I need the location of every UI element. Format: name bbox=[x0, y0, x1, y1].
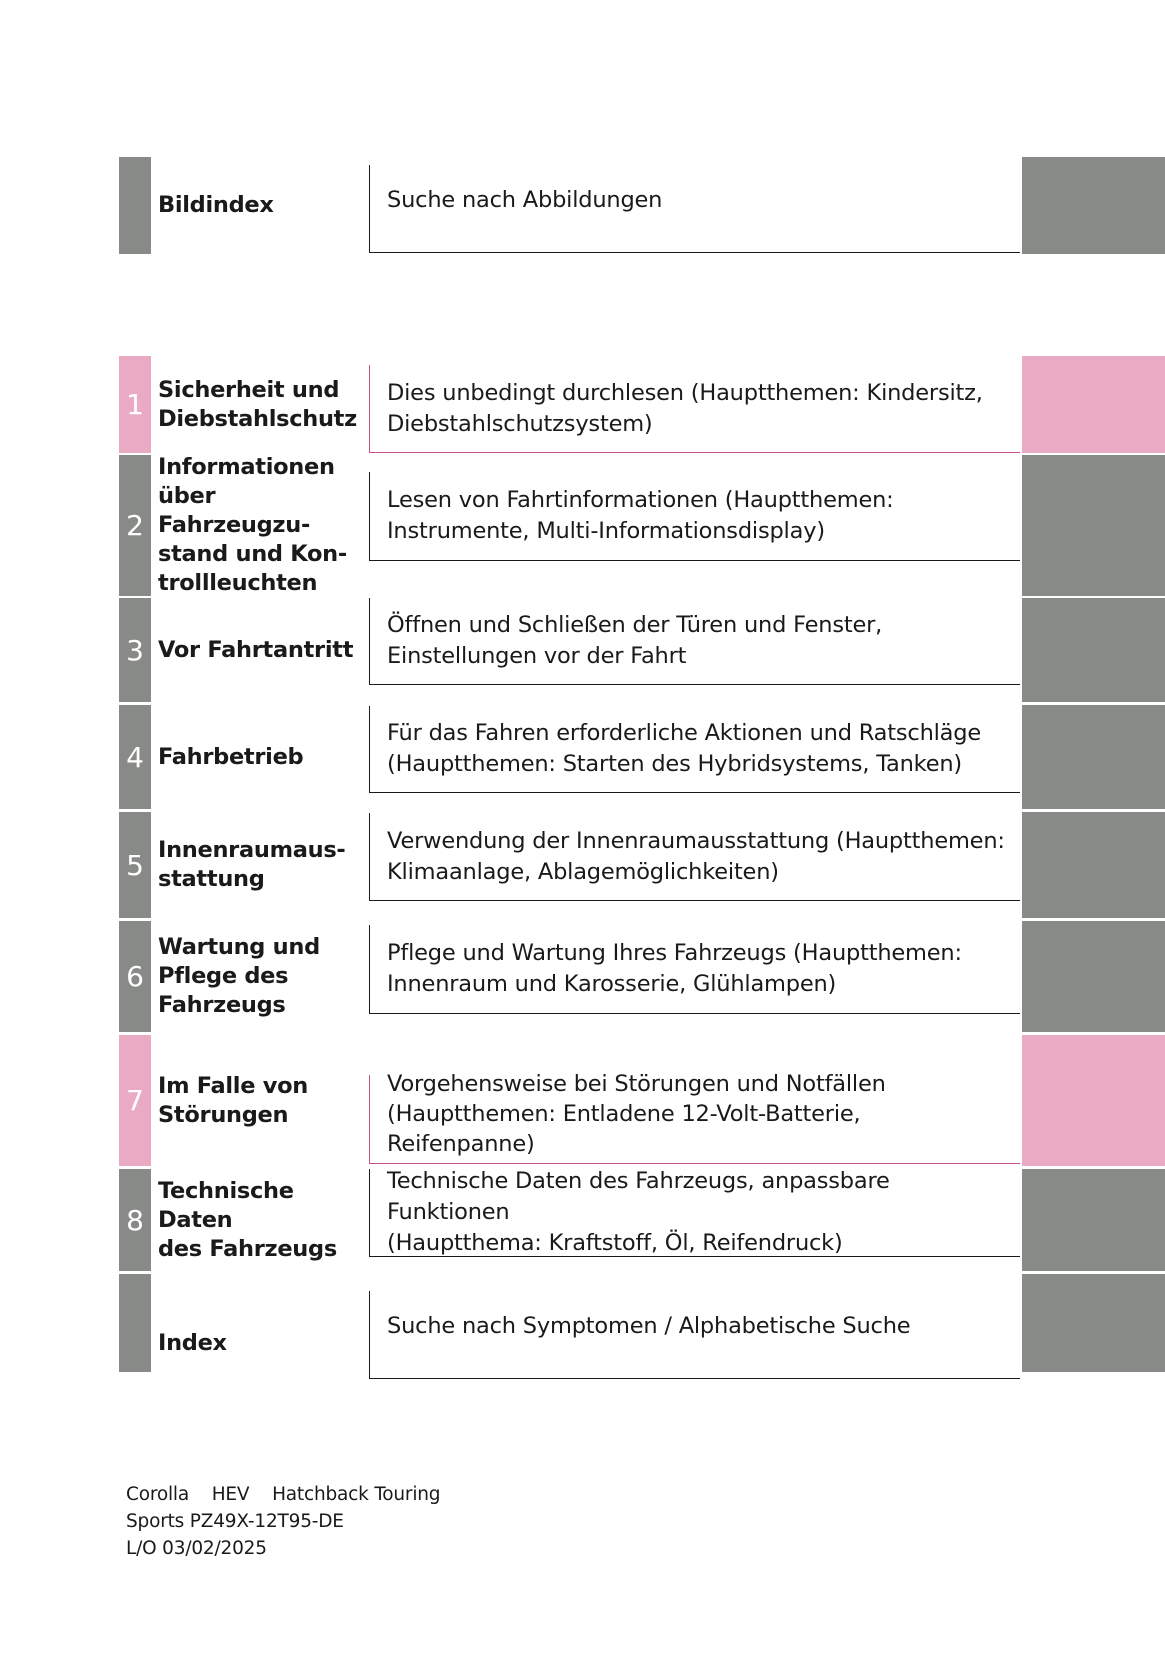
section-description: Für das Fahren erforderliche Aktionen und Ratschläge (Hauptthemen: Starten des Hybridsystems, Tanken) bbox=[387, 720, 981, 777]
section-tab[interactable] bbox=[1022, 705, 1165, 809]
section-number-bar: 8 bbox=[119, 1169, 151, 1271]
section-description-box bbox=[369, 598, 1020, 685]
section-number-bar: 6 bbox=[119, 921, 151, 1032]
section-tab[interactable] bbox=[1022, 921, 1165, 1032]
section-row-5[interactable] bbox=[0, 812, 1165, 918]
section-tab[interactable] bbox=[1022, 157, 1165, 254]
section-number-bar bbox=[119, 157, 151, 254]
section-description: Lesen von Fahrtinformationen (Hauptthemen: Instrumente, Multi-Informationsdisplay) bbox=[387, 487, 894, 544]
section-title: Vor Fahrtantritt bbox=[158, 636, 354, 663]
section-description: Suche nach Abbildungen bbox=[387, 187, 663, 213]
section-title: Informationen über Fahrzeugzu- stand und Kon- trollleuchten bbox=[158, 454, 347, 596]
section-title: Sicherheit und Diebstahlschutz bbox=[158, 376, 357, 432]
document-footer bbox=[126, 1481, 440, 1562]
section-number-bar: 5 bbox=[119, 812, 151, 918]
section-number-bar bbox=[119, 1274, 151, 1372]
section-description-box bbox=[369, 813, 1020, 901]
section-tab[interactable] bbox=[1022, 1035, 1165, 1166]
section-tab[interactable] bbox=[1022, 1274, 1165, 1372]
section-tab[interactable] bbox=[1022, 598, 1165, 702]
section-title: Innenraumaus- stattung bbox=[158, 837, 346, 892]
section-description-box bbox=[369, 165, 1020, 253]
section-row-6[interactable] bbox=[0, 921, 1165, 1032]
section-row-index[interactable] bbox=[0, 1274, 1165, 1372]
section-tab[interactable] bbox=[1022, 1169, 1165, 1271]
section-row-4[interactable] bbox=[0, 705, 1165, 809]
section-description: Vorgehensweise bei Störungen und Notfällen (Hauptthemen: Entladene 12-Volt-Batterie, Reifenpanne) bbox=[387, 1071, 886, 1157]
section-description-box bbox=[369, 365, 1020, 453]
section-description-box bbox=[369, 472, 1020, 561]
section-number-bar: 2 bbox=[119, 455, 151, 596]
section-title: Im Falle von Störungen bbox=[158, 1072, 308, 1128]
section-number-bar: 3 bbox=[119, 598, 151, 702]
section-title: Fahrbetrieb bbox=[158, 743, 304, 770]
section-description: Öffnen und Schließen der Türen und Fenster, Einstellungen vor der Fahrt bbox=[387, 612, 883, 669]
section-description: Suche nach Symptomen / Alphabetische Suche bbox=[387, 1313, 911, 1339]
section-tab[interactable] bbox=[1022, 812, 1165, 918]
section-description: Technische Daten des Fahrzeugs, anpassbare Funktionen (Hauptthema: Kraftstoff, Öl, Reifendruck) bbox=[387, 1168, 890, 1256]
section-row-3[interactable] bbox=[0, 598, 1165, 702]
section-row-1[interactable] bbox=[0, 356, 1165, 453]
section-tab[interactable] bbox=[1022, 356, 1165, 453]
section-title: Wartung und Pflege des Fahrzeugs bbox=[158, 934, 320, 1018]
section-description-box bbox=[369, 925, 1020, 1014]
section-description-box bbox=[369, 1291, 1020, 1379]
section-description: Pflege und Wartung Ihres Fahrzeugs (Hauptthemen: Innenraum und Karosserie, Glühlampen) bbox=[387, 940, 962, 997]
section-row-bildindex[interactable] bbox=[0, 157, 1165, 254]
section-number-bar: 7 bbox=[119, 1035, 151, 1166]
section-row-2[interactable] bbox=[0, 455, 1165, 596]
section-tab[interactable] bbox=[1022, 455, 1165, 596]
section-description-box bbox=[369, 1169, 1020, 1257]
section-description: Dies unbedingt durchlesen (Hauptthemen: Kindersitz, Diebstahlschutzsystem) bbox=[387, 379, 983, 437]
section-row-8[interactable] bbox=[0, 1169, 1165, 1271]
section-number-bar: 1 bbox=[119, 356, 151, 453]
section-description-box bbox=[369, 706, 1020, 793]
section-title: Bildindex bbox=[158, 192, 274, 218]
section-row-7[interactable] bbox=[0, 1035, 1165, 1166]
section-number-bar: 4 bbox=[119, 705, 151, 809]
section-title: Index bbox=[158, 1330, 227, 1356]
footer-code-line: Sports PZ49X-12T95-DE bbox=[126, 1511, 344, 1532]
section-title: Technische Daten des Fahrzeugs bbox=[158, 1177, 337, 1262]
footer-date-line: L/O 03/02/2025 bbox=[126, 1538, 267, 1559]
section-description: Verwendung der Innenraumausstattung (Hauptthemen: Klimaanlage, Ablagemöglichkeiten) bbox=[387, 827, 1005, 885]
section-description-box bbox=[369, 1071, 1020, 1164]
footer-model-line: Corolla HEV Hatchback Touring bbox=[126, 1484, 441, 1505]
